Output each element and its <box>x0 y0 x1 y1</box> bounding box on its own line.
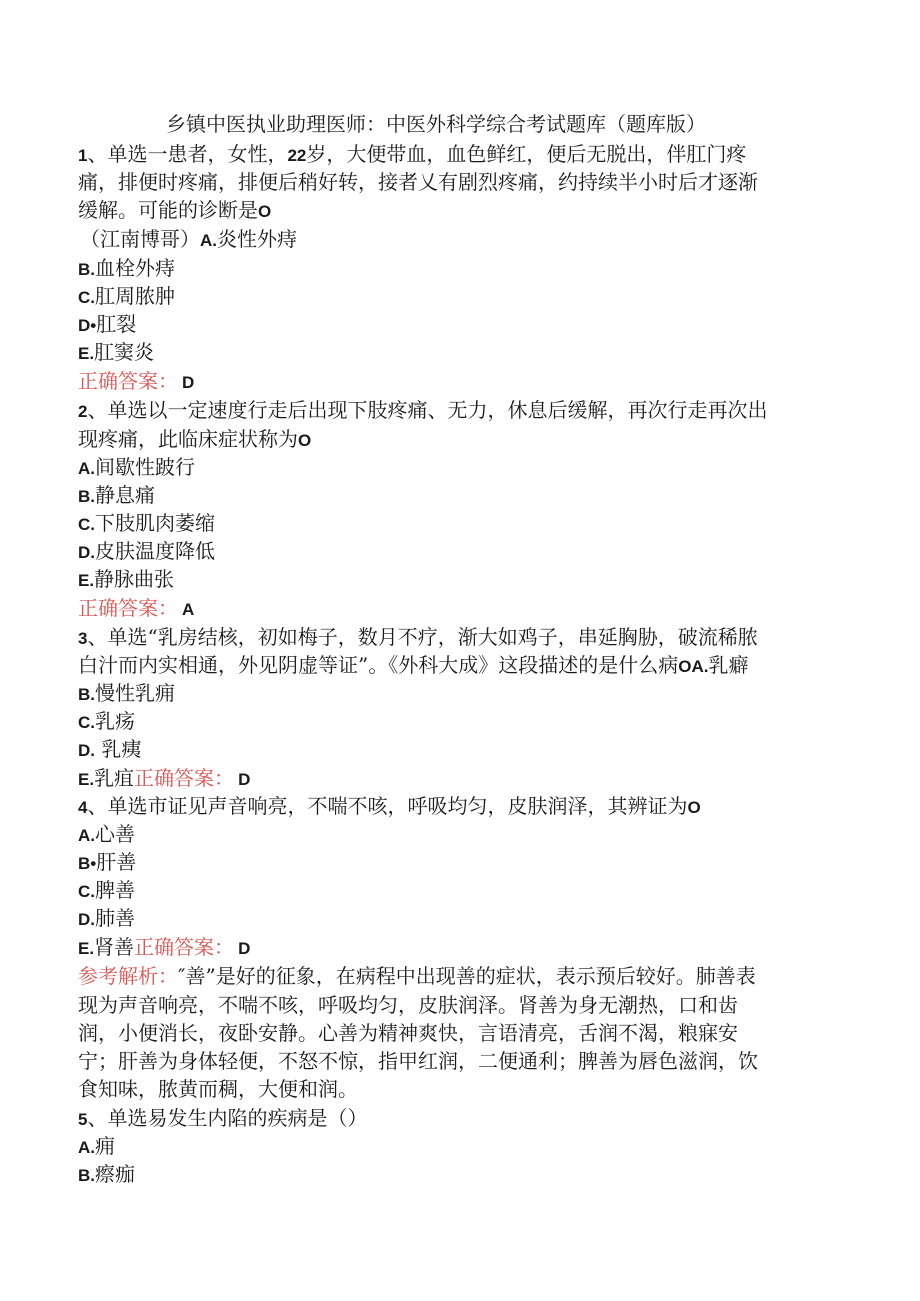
q5-number: 5 <box>78 1110 88 1129</box>
q4-paren: O <box>687 798 701 817</box>
q2-option-e: E.静脉曲张 <box>78 567 175 591</box>
q4-number: 4 <box>78 798 88 817</box>
q1-option-b: B.血栓外痔 <box>78 256 175 280</box>
q1-paren: O <box>258 202 272 221</box>
q2-answer: 正确答案： A <box>78 596 195 620</box>
q4-option-d: D.肺善 <box>78 906 135 930</box>
q1-line-2: 痛，排便时疼痛，排便后稍好转，接者乂有剧烈疼痛，约持续半小时后才逐渐 <box>78 170 758 194</box>
q1-source: （江南博哥） <box>80 227 200 251</box>
q2-line-1: 2、单选以一定速度行走后出现下肢疼痛、无力，休息后缓解，再次行走再次出 <box>78 398 768 422</box>
q2-option-d: D.皮肤温度降低 <box>78 539 215 563</box>
q1-answer <box>78 367 194 395</box>
q1-option-a: （江南博哥）A.炎性外痔 <box>80 227 297 251</box>
q1-line-3: 缓解。可能的诊断是O <box>78 198 272 222</box>
q3-option-d: D. 乳痍 <box>78 737 142 761</box>
q4-analysis-line-3: 润，小便消长，夜卧安静。心善为精神爽快，言语清亮，舌润不渴，粮寐安 <box>78 1021 738 1045</box>
q2-option-c: C.下肢肌肉萎缩 <box>78 511 215 535</box>
q2-number: 2 <box>78 402 88 421</box>
q2-option-a: A.间歇性跛行 <box>78 455 195 479</box>
q5-option-b: B.瘵痂 <box>78 1162 135 1186</box>
analysis-label: 参考解析： <box>78 964 178 988</box>
q4-analysis-line-4: 宁；肝善为身体轻便，不怒不惊，指甲红润，二便通利；脾善为唇色滋润，饮 <box>78 1049 758 1073</box>
q3-line-1: 3、单选“乳房结核，初如梅子，数月不疗，渐大如鸡子，串延胸胁，破流稀脓 <box>78 625 758 649</box>
q3-line-2: 白汁而内实相通，外见阴虚等证”。《外科大成》这段描述的是什么病OA.乳癖 <box>78 653 749 677</box>
q4-analysis-line-5: 食知味，脓黄而稠，大便和润。 <box>78 1077 358 1101</box>
q4-option-b: B•肝善 <box>78 850 137 874</box>
q3-option-c: C.乳疡 <box>78 709 135 733</box>
q2-line-2: 现疼痛，此临床症状称为O <box>78 427 312 451</box>
q1-number: 1 <box>78 146 88 165</box>
q4-line-1: 4、单选市证见声音响亮，不喘不咳，呼吸均匀，皮肤润泽，其辨证为O <box>78 794 701 818</box>
q3-answer-value: D <box>238 770 251 789</box>
q2-answer-value: A <box>182 600 195 619</box>
q5-option-a: A.痈 <box>78 1134 115 1158</box>
q4-option-a: A.心善 <box>78 822 135 846</box>
q1-line-1: 1、单选一患者，女性，22岁，大便带血，血色鲜红，便后无脱出，伴肛门疼 <box>78 142 747 166</box>
q1-option-d: D•肛裂 <box>78 312 137 336</box>
q2-paren: O <box>298 431 312 450</box>
q2-option-b: B.静息痛 <box>78 483 155 507</box>
q4-option-c: C.脾善 <box>78 878 135 902</box>
q4-answer-value: D <box>238 939 251 958</box>
q5-line-1: 5、单选易发生内陷的疾病是（） <box>78 1106 368 1130</box>
q1-option-e: E.肛窦炎 <box>78 340 155 364</box>
q4-option-e: E.肾善正确答案： D <box>78 935 251 959</box>
q3-option-b: B.慢性乳痈 <box>78 681 175 705</box>
q4-analysis-line-1: 参考解析：″善”是好的征象，在病程中出现善的症状，表示预后较好。肺善表 <box>78 964 756 988</box>
q4-analysis-line-2: 现为声音响亮，不喘不咳，呼吸均匀，皮肤润泽。肾善为身无潮热，口和齿 <box>78 993 738 1017</box>
q1-answer-value: D <box>182 373 195 392</box>
q1-age: 22 <box>287 146 307 165</box>
q3-number: 3 <box>78 629 88 648</box>
q1-option-c: C.肛周脓肿 <box>78 284 175 308</box>
page-title: 乡镇中医执业助理医师：中医外科学综合考试题库（题库版） <box>166 112 706 136</box>
q3-option-e: E.乳疽正确答案： D <box>78 766 251 790</box>
answer-label: 正确答案： <box>78 369 178 393</box>
